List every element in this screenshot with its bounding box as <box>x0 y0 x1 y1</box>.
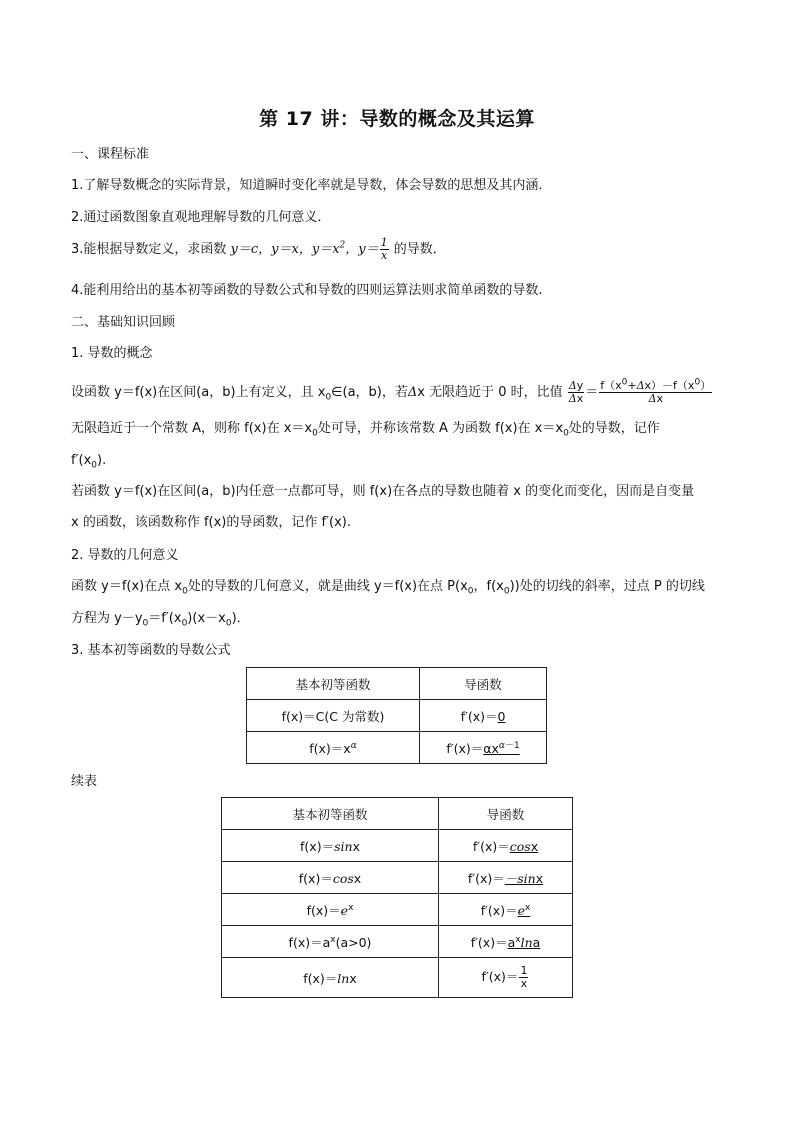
table-cell: f(x)＝C(C 为常数) <box>247 700 420 732</box>
derivative-function-line-2: x 的函数，该函数称作 f(x)的导函数，记作 f′(x). <box>71 515 352 530</box>
subsection-2-heading: 2. 导数的几何意义 <box>71 548 179 563</box>
table-cell: $f(x)=e^x$ <box>222 894 439 926</box>
table-row <box>222 862 573 894</box>
table-header-row <box>247 668 547 700</box>
continued-label: 续表 <box>71 774 98 789</box>
definition-line-2: 无限趋近于一个常数 A，则称 f(x)在 $x=x_0$处可导，并称该常数 A 为函数 f(x)在 $x=x_0$处的导数，记作 <box>71 421 660 439</box>
standard-item-4: 4.能利用给出的基本初等函数的导数公式和导数的四则运算法则求简单函数的导数. <box>71 283 543 298</box>
difference-quotient: $\frac{\Delta y}{\Delta x}$ <box>568 379 584 405</box>
table-row <box>222 894 573 926</box>
table-row <box>222 958 573 998</box>
table-cell: f(x)＝sinx <box>222 830 439 862</box>
item3-functions: y＝c，y＝x，$y=x^2$，y＝ $\frac{1}{x}$ <box>230 236 388 262</box>
standard-item-2: 2.通过函数图象直观地理解导数的几何意义． <box>71 210 331 225</box>
table-cell: $f(x)=x^\alpha$ <box>247 732 420 764</box>
table-row <box>247 732 547 764</box>
subsection-3-heading: 3. 基本初等函数的导数公式 <box>71 643 231 658</box>
table-cell: $f(x)=a^x(a>0)$ <box>222 926 439 958</box>
subsection-1-heading: 1. 导数的概念 <box>71 346 153 361</box>
table-cell: $f'(x)=\alpha x^{\alpha-1}$ <box>420 732 547 764</box>
table-cell: f(x)＝lnx <box>222 958 439 998</box>
standard-item-3 <box>71 237 446 262</box>
table-cell: f′(x)＝ $\frac{1}{x}$ <box>439 958 573 998</box>
table-header-derivative: 导函数 <box>439 798 573 830</box>
table-cell: f′(x)＝cosx <box>439 830 573 862</box>
table-cell: f′(x)＝0 <box>420 700 547 732</box>
table-header-row <box>222 798 573 830</box>
geometric-meaning-line-2: 方程为 $y-y_0=f'(x_0)(x-x_0)$． <box>71 611 250 629</box>
table-cell: f′(x)＝－sinx <box>439 862 573 894</box>
table-cell: f(x)＝cosx <box>222 862 439 894</box>
table-row <box>222 926 573 958</box>
derivative-table-2 <box>221 797 573 998</box>
item3-prefix: 3.能根据导数定义，求函数 <box>71 242 227 257</box>
table-header-function: 基本初等函数 <box>222 798 439 830</box>
definition-line-1: 设函数 y＝f(x)在区间(a，b)上有定义，且 $x_0\in(a$，b)，若Δx 无限趋近于 0 时，比值 $\frac{\Delta y}{\Delta x}$ ＝ $\frac{f(x^0+\Delta x)-f(x^0)}{\Delta x}$ <box>71 377 712 405</box>
item3-suffix: 的导数． <box>393 242 446 257</box>
page-title: 第 17 讲：导数的概念及其运算 <box>259 108 535 130</box>
section2-heading: 二、基础知识回顾 <box>71 315 176 330</box>
table-row <box>222 830 573 862</box>
standard-item-1: 1.了解导数概念的实际背景，知道瞬时变化率就是导数，体会导数的思想及其内涵． <box>71 178 552 193</box>
table-header-function: 基本初等函数 <box>247 668 420 700</box>
definition-line-3: $f'(x_0)$. <box>71 453 107 471</box>
derivative-table-1 <box>246 667 547 764</box>
table-cell: $f'(x)=a^x\ln a$ <box>439 926 573 958</box>
table-row <box>247 700 547 732</box>
geometric-meaning-line-1: 函数 y＝f(x)在点 $x_0$处的导数的几何意义，就是曲线 y＝f(x)在点 $P(x_0$，$f(x_0)$)处的切线的斜率，过点 P 的切线 <box>71 579 705 597</box>
table-cell: $f'(x)=e^x$ <box>439 894 573 926</box>
derivative-function-line-1: 若函数 y＝f(x)在区间(a，b)内任意一点都可导，则 f(x)在各点的导数也随着 x 的变化而变化，因而是自变量 <box>71 484 695 499</box>
difference-quotient-expanded: $\frac{f(x^0+\Delta x)-f(x^0)}{\Delta x}$ <box>600 377 712 405</box>
section1-heading: 一、课程标准 <box>71 147 150 162</box>
table-header-derivative: 导函数 <box>420 668 547 700</box>
